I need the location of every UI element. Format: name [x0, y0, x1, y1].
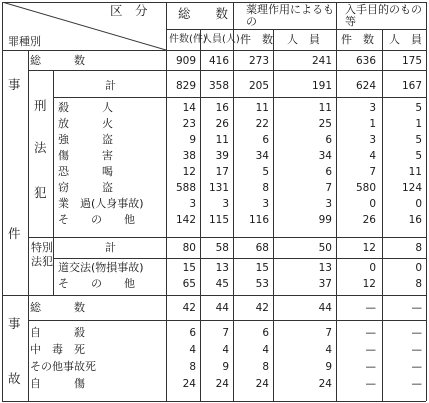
row-value: 273 — [248, 55, 269, 67]
row-value: 241 — [311, 55, 332, 67]
row-value: 45 — [215, 278, 229, 290]
rule-right — [426, 2, 427, 401]
row-label: 傷 害 — [58, 149, 113, 162]
row-value: 25 — [318, 118, 332, 130]
row-value: 6 — [325, 134, 332, 146]
row-value: 6 — [262, 327, 269, 339]
row-value: 175 — [401, 55, 422, 67]
row-value: 4 — [325, 344, 332, 356]
row-value: 116 — [248, 214, 269, 226]
side-ji2: 事 — [8, 316, 21, 331]
row-value: 12 — [362, 242, 376, 254]
row-value: 80 — [182, 242, 196, 254]
row-label: 自 殺 — [30, 326, 85, 339]
row-value: 17 — [215, 166, 229, 178]
rule-side — [28, 50, 29, 401]
row-value: 4 — [262, 344, 269, 356]
rule-cat — [53, 70, 54, 295]
row-value: 50 — [318, 242, 332, 254]
row-label: そ の 他 — [58, 277, 135, 290]
row-label: 総 数 — [30, 301, 85, 314]
row-label: 放 火 — [58, 117, 113, 130]
row-value: 124 — [401, 182, 422, 194]
row-value: 16 — [215, 102, 229, 114]
row-value: — — [411, 344, 422, 356]
row-label: 総 数 — [30, 54, 85, 67]
header-zaishu-betsu: 罪種別 — [8, 35, 41, 48]
row-value: 42 — [255, 302, 269, 314]
row-value: 3 — [222, 198, 229, 210]
row-value: 588 — [175, 182, 196, 194]
row-value: 7 — [325, 182, 332, 194]
row-value: 15 — [255, 262, 269, 274]
row-value: 5 — [415, 102, 422, 114]
header-col4: 人 員 — [287, 33, 320, 46]
side-ko: 故 — [8, 371, 21, 386]
row-value: 5 — [415, 134, 422, 146]
header-yakuri: 薬理作用によるもの — [246, 3, 334, 28]
row-label: 強 盗 — [58, 133, 113, 146]
row-value: 624 — [355, 80, 376, 92]
row-value: 167 — [401, 80, 422, 92]
row-value: 22 — [255, 118, 269, 130]
row-value: 6 — [325, 166, 332, 178]
row-value: 6 — [262, 134, 269, 146]
row-label: 計 — [105, 79, 116, 92]
row-value: 4 — [189, 344, 196, 356]
row-label: 恐 喝 — [58, 165, 113, 178]
row-value: 131 — [208, 182, 229, 194]
row-value: 14 — [182, 102, 196, 114]
row-value: 42 — [182, 302, 196, 314]
row-value: 13 — [215, 262, 229, 274]
rule-bottom — [2, 401, 426, 402]
row-value: 3 — [325, 198, 332, 210]
row-value: 23 — [182, 118, 196, 130]
cat-keiho-3: 犯 — [34, 185, 47, 200]
row-value: 24 — [215, 378, 229, 390]
row-value: 11 — [318, 102, 332, 114]
row-value: 44 — [215, 302, 229, 314]
cat-keiho-1: 刑 — [34, 98, 47, 113]
row-value: 26 — [215, 118, 229, 130]
row-value: 5 — [415, 150, 422, 162]
row-value: 7 — [369, 166, 376, 178]
row-value: 191 — [311, 80, 332, 92]
row-value: 0 — [369, 198, 376, 210]
header-col1: 件数(件) — [169, 34, 207, 45]
row-value: 636 — [355, 55, 376, 67]
row-value: 8 — [189, 361, 196, 373]
side-ken: 件 — [8, 226, 21, 241]
rule-jiken-bottom — [2, 295, 426, 296]
row-label: 殺 人 — [58, 101, 113, 114]
row-label: その他事故死 — [30, 360, 96, 373]
row-value: 7 — [325, 327, 332, 339]
row-label: 中 毒 死 — [30, 343, 85, 356]
row-value: 3 — [262, 198, 269, 210]
row-value: 909 — [175, 55, 196, 67]
row-value: — — [365, 302, 376, 314]
row-value: — — [411, 302, 422, 314]
row-label: 計 — [105, 241, 116, 254]
row-value: 34 — [318, 150, 332, 162]
header-col2: 人員(人) — [202, 34, 240, 45]
header-col6: 人 員 — [389, 33, 422, 46]
rule-after-keiho — [28, 237, 426, 238]
row-value: 416 — [208, 55, 229, 67]
row-value: 3 — [369, 102, 376, 114]
row-value: — — [411, 378, 422, 390]
row-value: — — [365, 378, 376, 390]
row-value: — — [365, 361, 376, 373]
row-value: 4 — [369, 150, 376, 162]
row-value: 9 — [189, 134, 196, 146]
row-value: 0 — [415, 262, 422, 274]
rule-header-sub — [166, 29, 426, 30]
row-value: 24 — [182, 378, 196, 390]
row-label: そ の 他 — [58, 213, 135, 226]
row-label: 自 傷 — [30, 377, 85, 390]
row-value: 115 — [208, 214, 229, 226]
header-kubun: 区 分 — [110, 3, 148, 18]
row-value: — — [365, 327, 376, 339]
row-value: 0 — [369, 262, 376, 274]
row-value: — — [365, 344, 376, 356]
row-value: 8 — [415, 278, 422, 290]
row-value: 4 — [222, 344, 229, 356]
row-value: 53 — [255, 278, 269, 290]
row-value: 142 — [175, 214, 196, 226]
row-value: 8 — [262, 182, 269, 194]
row-value: 11 — [255, 102, 269, 114]
cat-keiho-2: 法 — [34, 140, 47, 155]
row-value: 829 — [175, 80, 196, 92]
row-value: 38 — [182, 150, 196, 162]
rule-left — [2, 2, 3, 401]
row-value: 24 — [255, 378, 269, 390]
cat-toku-2: 法犯 — [31, 255, 53, 268]
row-value: 24 — [318, 378, 332, 390]
row-value: 37 — [318, 278, 332, 290]
row-value: 205 — [248, 80, 269, 92]
row-value: 9 — [325, 361, 332, 373]
header-so-su: 総 数 — [178, 6, 229, 21]
row-value: 39 — [215, 150, 229, 162]
row-value: 65 — [182, 278, 196, 290]
header-col3: 件 数 — [240, 33, 273, 46]
row-value: 34 — [255, 150, 269, 162]
row-value: 44 — [318, 302, 332, 314]
row-value: 6 — [189, 327, 196, 339]
row-value: 5 — [262, 166, 269, 178]
rule-after-total — [28, 70, 426, 71]
row-value: 7 — [222, 327, 229, 339]
row-value: 580 — [355, 182, 376, 194]
side-ji: 事 — [8, 77, 21, 92]
row-value: 11 — [408, 166, 422, 178]
row-value: — — [411, 361, 422, 373]
row-value: 26 — [362, 214, 376, 226]
cat-toku-1: 特別 — [31, 241, 53, 254]
rule-jiko-total — [28, 320, 426, 321]
row-value: 68 — [255, 242, 269, 254]
row-value: 0 — [415, 198, 422, 210]
row-value: 8 — [415, 242, 422, 254]
row-label: 窃 盗 — [58, 181, 113, 194]
row-value: 1 — [369, 118, 376, 130]
rule-toku-kei — [53, 258, 426, 259]
row-value: 99 — [318, 214, 332, 226]
row-value: 13 — [318, 262, 332, 274]
row-value: 1 — [415, 118, 422, 130]
row-value: 3 — [369, 134, 376, 146]
row-label: 業 過(人身事故) — [58, 197, 144, 210]
row-value: — — [411, 327, 422, 339]
row-value: 12 — [362, 278, 376, 290]
row-value: 358 — [208, 80, 229, 92]
row-value: 58 — [215, 242, 229, 254]
rule-keiho-kei — [53, 97, 426, 98]
row-value: 9 — [222, 361, 229, 373]
rule-header-bottom — [2, 50, 426, 51]
rule-c3 — [273, 29, 274, 401]
row-value: 3 — [189, 198, 196, 210]
row-value: 15 — [182, 262, 196, 274]
row-value: 11 — [215, 134, 229, 146]
row-value: 16 — [408, 214, 422, 226]
header-nyushu: 入手目的のもの等 — [345, 3, 422, 28]
header-col5: 件 数 — [341, 33, 374, 46]
row-value: 8 — [262, 361, 269, 373]
row-value: 12 — [182, 166, 196, 178]
row-label: 道交法(物損事故) — [58, 261, 144, 274]
